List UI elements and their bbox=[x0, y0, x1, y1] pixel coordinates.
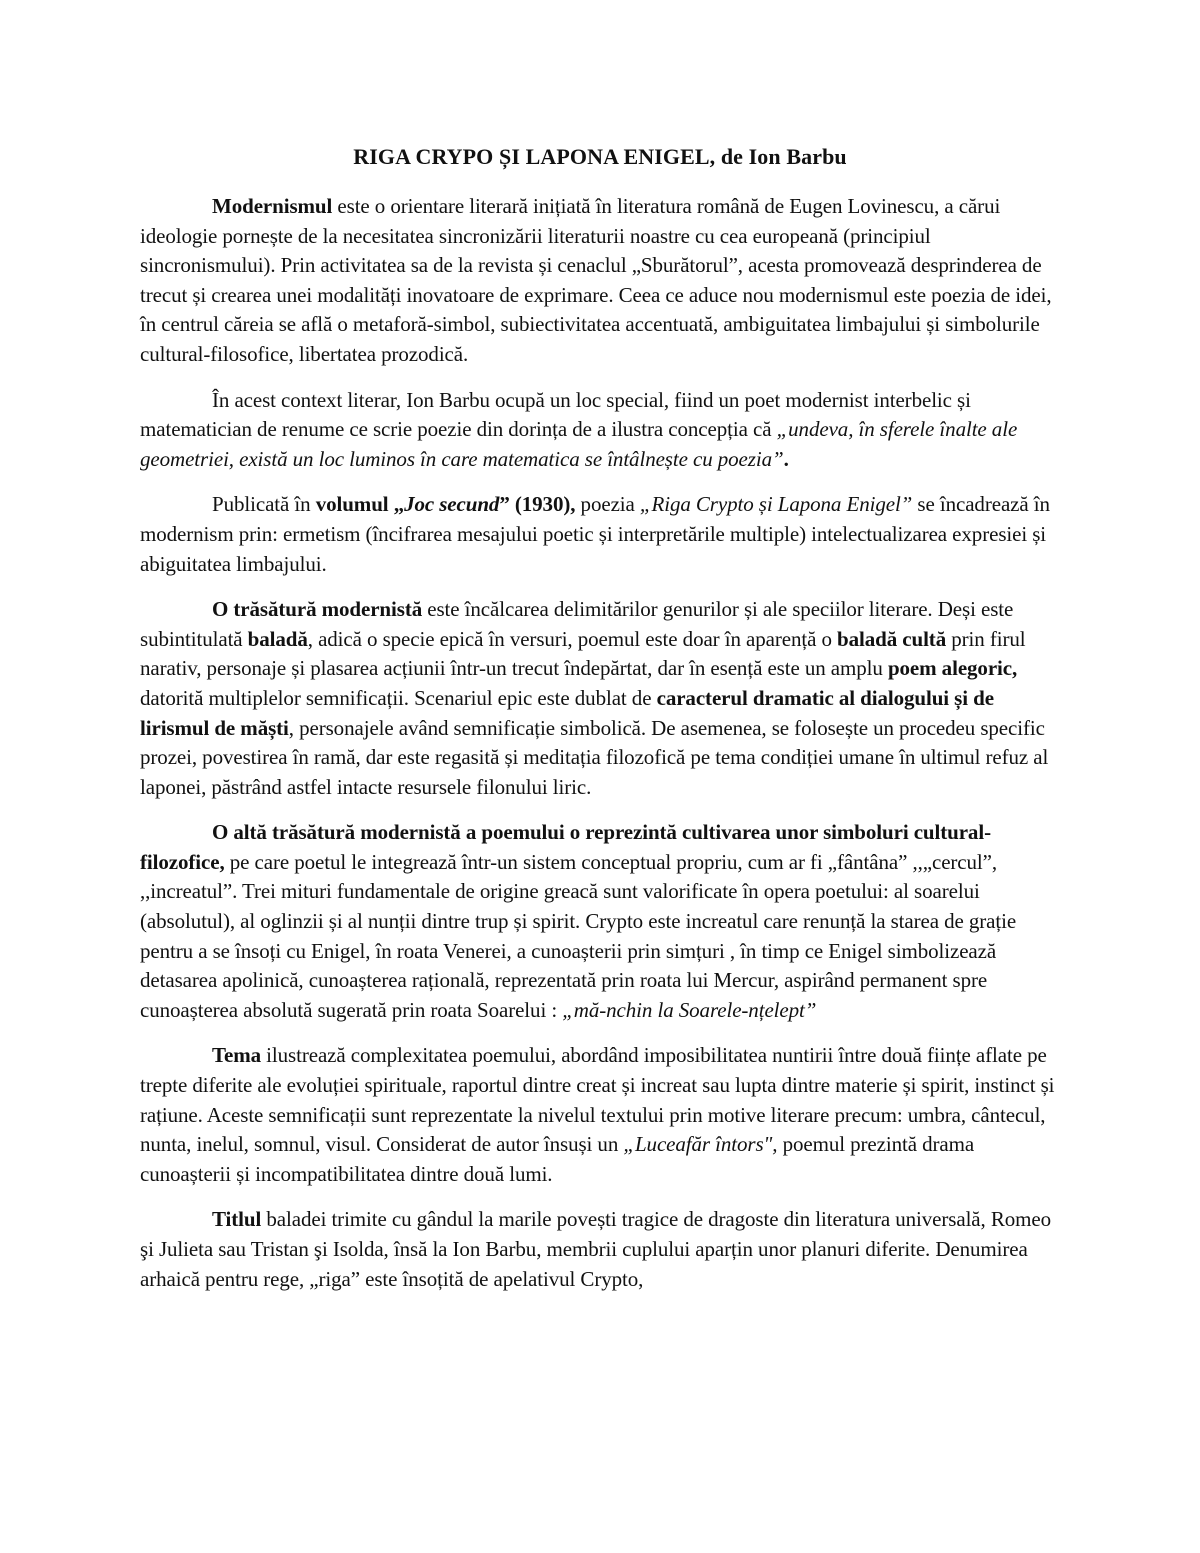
paragraph-text: se încadrează în modernism prin: ermetism (încifrarea mesajului poetic și interpretările multiple) intelectualizarea expresiei și abiguitatea limbajului. bbox=[140, 492, 1050, 576]
emphasis-trait: O trăsătură modernistă bbox=[212, 597, 423, 622]
paragraph-text: poemul prezintă drama cunoașterii și incompatibilitatea dintre două lumi. bbox=[140, 1132, 975, 1186]
term-modernismul: Modernismul bbox=[212, 194, 333, 218]
paragraph-text: . bbox=[783, 446, 789, 471]
emphasis-balada: baladă bbox=[247, 626, 308, 651]
paragraph-text: În acest context literar, Ion Barbu ocupă un loc special, fiind un poet modernist interbelic și matematician de renume ce scrie poezie din dorința de a ilustra concepția că bbox=[140, 387, 971, 442]
emphasis-balada-culta: baladă cultă bbox=[837, 626, 947, 651]
paragraph-theme bbox=[140, 1041, 1060, 1189]
paragraph-text: baladei trimite cu gândul la marile povești tragice de dragoste din literatura universală, Romeo şi Julieta sau Tristan şi Isolda, însă la Ion Barbu, membrii cuplului aparțin unor planuri diferite. Denumirea arhaică pentru rege, „riga” este însoțită de apelativul Crypto, bbox=[140, 1207, 1051, 1291]
paragraph-text: datorită multiplelor semnificații. Scenariul epic este dublat de bbox=[140, 685, 657, 710]
paragraph-text: este încălcarea delimitărilor genurilor și ale speciilor literare. Deși este subintitulată bbox=[140, 597, 1014, 651]
document-body bbox=[140, 142, 1060, 1310]
paragraph-publication bbox=[140, 490, 1060, 579]
paragraph-text: , personajele având semnificație simbolică. De asemenea, se folosește un procedeu specific prozei, povestirea în ramă, dar este regasită și meditația filozofică pe tema condiției umane în ultimul refuz al laponei, păstrând astfel intacte resursele filonului liric. bbox=[140, 715, 1049, 799]
paragraph-text: este o orientare literară inițiată în literatura română de Eugen Lovinescu, a cărui ideologie pornește de la necesitatea sincronizării literaturii noastre cu cea europeană (principiul sincronismului). Prin activitatea sa de la revista și cenaclul „Sburătorul”, acesta promovează desprinderea de trecut și crearea unei modalități inovatoare de exprimare. Ceea ce aduce nou modernismul este poezia de idei, în centrul căreia se află o metaforă-simbol, subiectivitatea accentuată, ambiguitatea limbajului și simbolurile cultural-filosofice, libertatea prozodică. bbox=[140, 194, 1052, 366]
emphasis-trait-symbols: O altă trăsătură modernistă a poemului o reprezintă cultivarea unor simboluri cultural-filozofice, bbox=[140, 820, 991, 874]
paragraph-text: ilustrează complexitatea poemului, abordând imposibilitatea nuntirii între două ființe aflate pe trepte diferite ale evoluției spirituale, raportul dintre creat și increat sau lupta dintre materie și spirit, instinct și rațiune. Aceste semnificații sunt reprezentate la nivelul textului prin motive literare precum: umbra, cântecul, nunta, inelul, somnul, visul. Considerat de autor însuși un bbox=[140, 1043, 1055, 1157]
term-tema: Tema bbox=[212, 1043, 261, 1068]
quote-soare: „mă-nchin la Soarele-nțelept” bbox=[562, 997, 817, 1022]
paragraph-text: poezia bbox=[575, 492, 640, 517]
volume-title: Joc secund bbox=[404, 492, 500, 517]
paragraph-modernism bbox=[140, 192, 1060, 370]
paragraph-title-analysis bbox=[140, 1205, 1060, 1294]
term-titlul: Titlul bbox=[212, 1207, 262, 1232]
paragraph-symbols bbox=[140, 818, 1060, 1025]
document-title: RIGA CRYPO ȘI LAPONA ENIGEL, de Ion Barbu bbox=[353, 144, 847, 169]
emphasis-poem-alegoric: poem alegoric, bbox=[887, 656, 1018, 681]
paragraph-text: pe care poetul le integrează într-un sistem conceptual propriu, cum ar fi „fântâna” ,,„cercul”, ,,increatul”. Trei mituri fundamentale de origine greacă sunt valorificate în opera poetului: al soarelui (absolutul), al oglinzii și al nunții dintre trup și spirit. Crypto este increatul care renunță la starea de grație pentru a se însoți cu Enigel, în roata Venerei, a cunoașterii prin simțuri , în timp ce Enigel simbolizează detasarea apolinică, cunoașterea rațională, reprezentată prin roata lui Mercur, aspirând permanent spre cunoașterea absolută sugerată prin roata Soarelui : bbox=[140, 849, 1017, 1022]
paragraph-text: Publicată în bbox=[212, 492, 316, 517]
paragraph-context bbox=[140, 386, 1060, 475]
emphasis-dramatic: caracterul dramatic al dialogului și de lirismul de măști bbox=[140, 685, 994, 740]
poem-title: „Riga Crypto și Lapona Enigel” bbox=[639, 492, 913, 517]
quote-luceafar: „Luceafăr întors", bbox=[623, 1132, 778, 1157]
emphasis-volume-year: ” (1930), bbox=[499, 492, 576, 517]
emphasis-volume: volumul „ bbox=[315, 492, 405, 517]
quote-barbu: „undeva, în sferele înalte ale geometriei, există un loc luminos în care matematica se întâlnește cu poezia” bbox=[140, 417, 1018, 471]
paragraph-genre bbox=[140, 595, 1060, 802]
paragraph-text: , adică o specie epică în versuri, poemul este doar în aparență o bbox=[307, 626, 838, 651]
paragraph-text: prin firul narativ, personaje și plasarea acțiunii într-un trecut îndepărtat, dar în esență este un amplu bbox=[140, 626, 1026, 681]
